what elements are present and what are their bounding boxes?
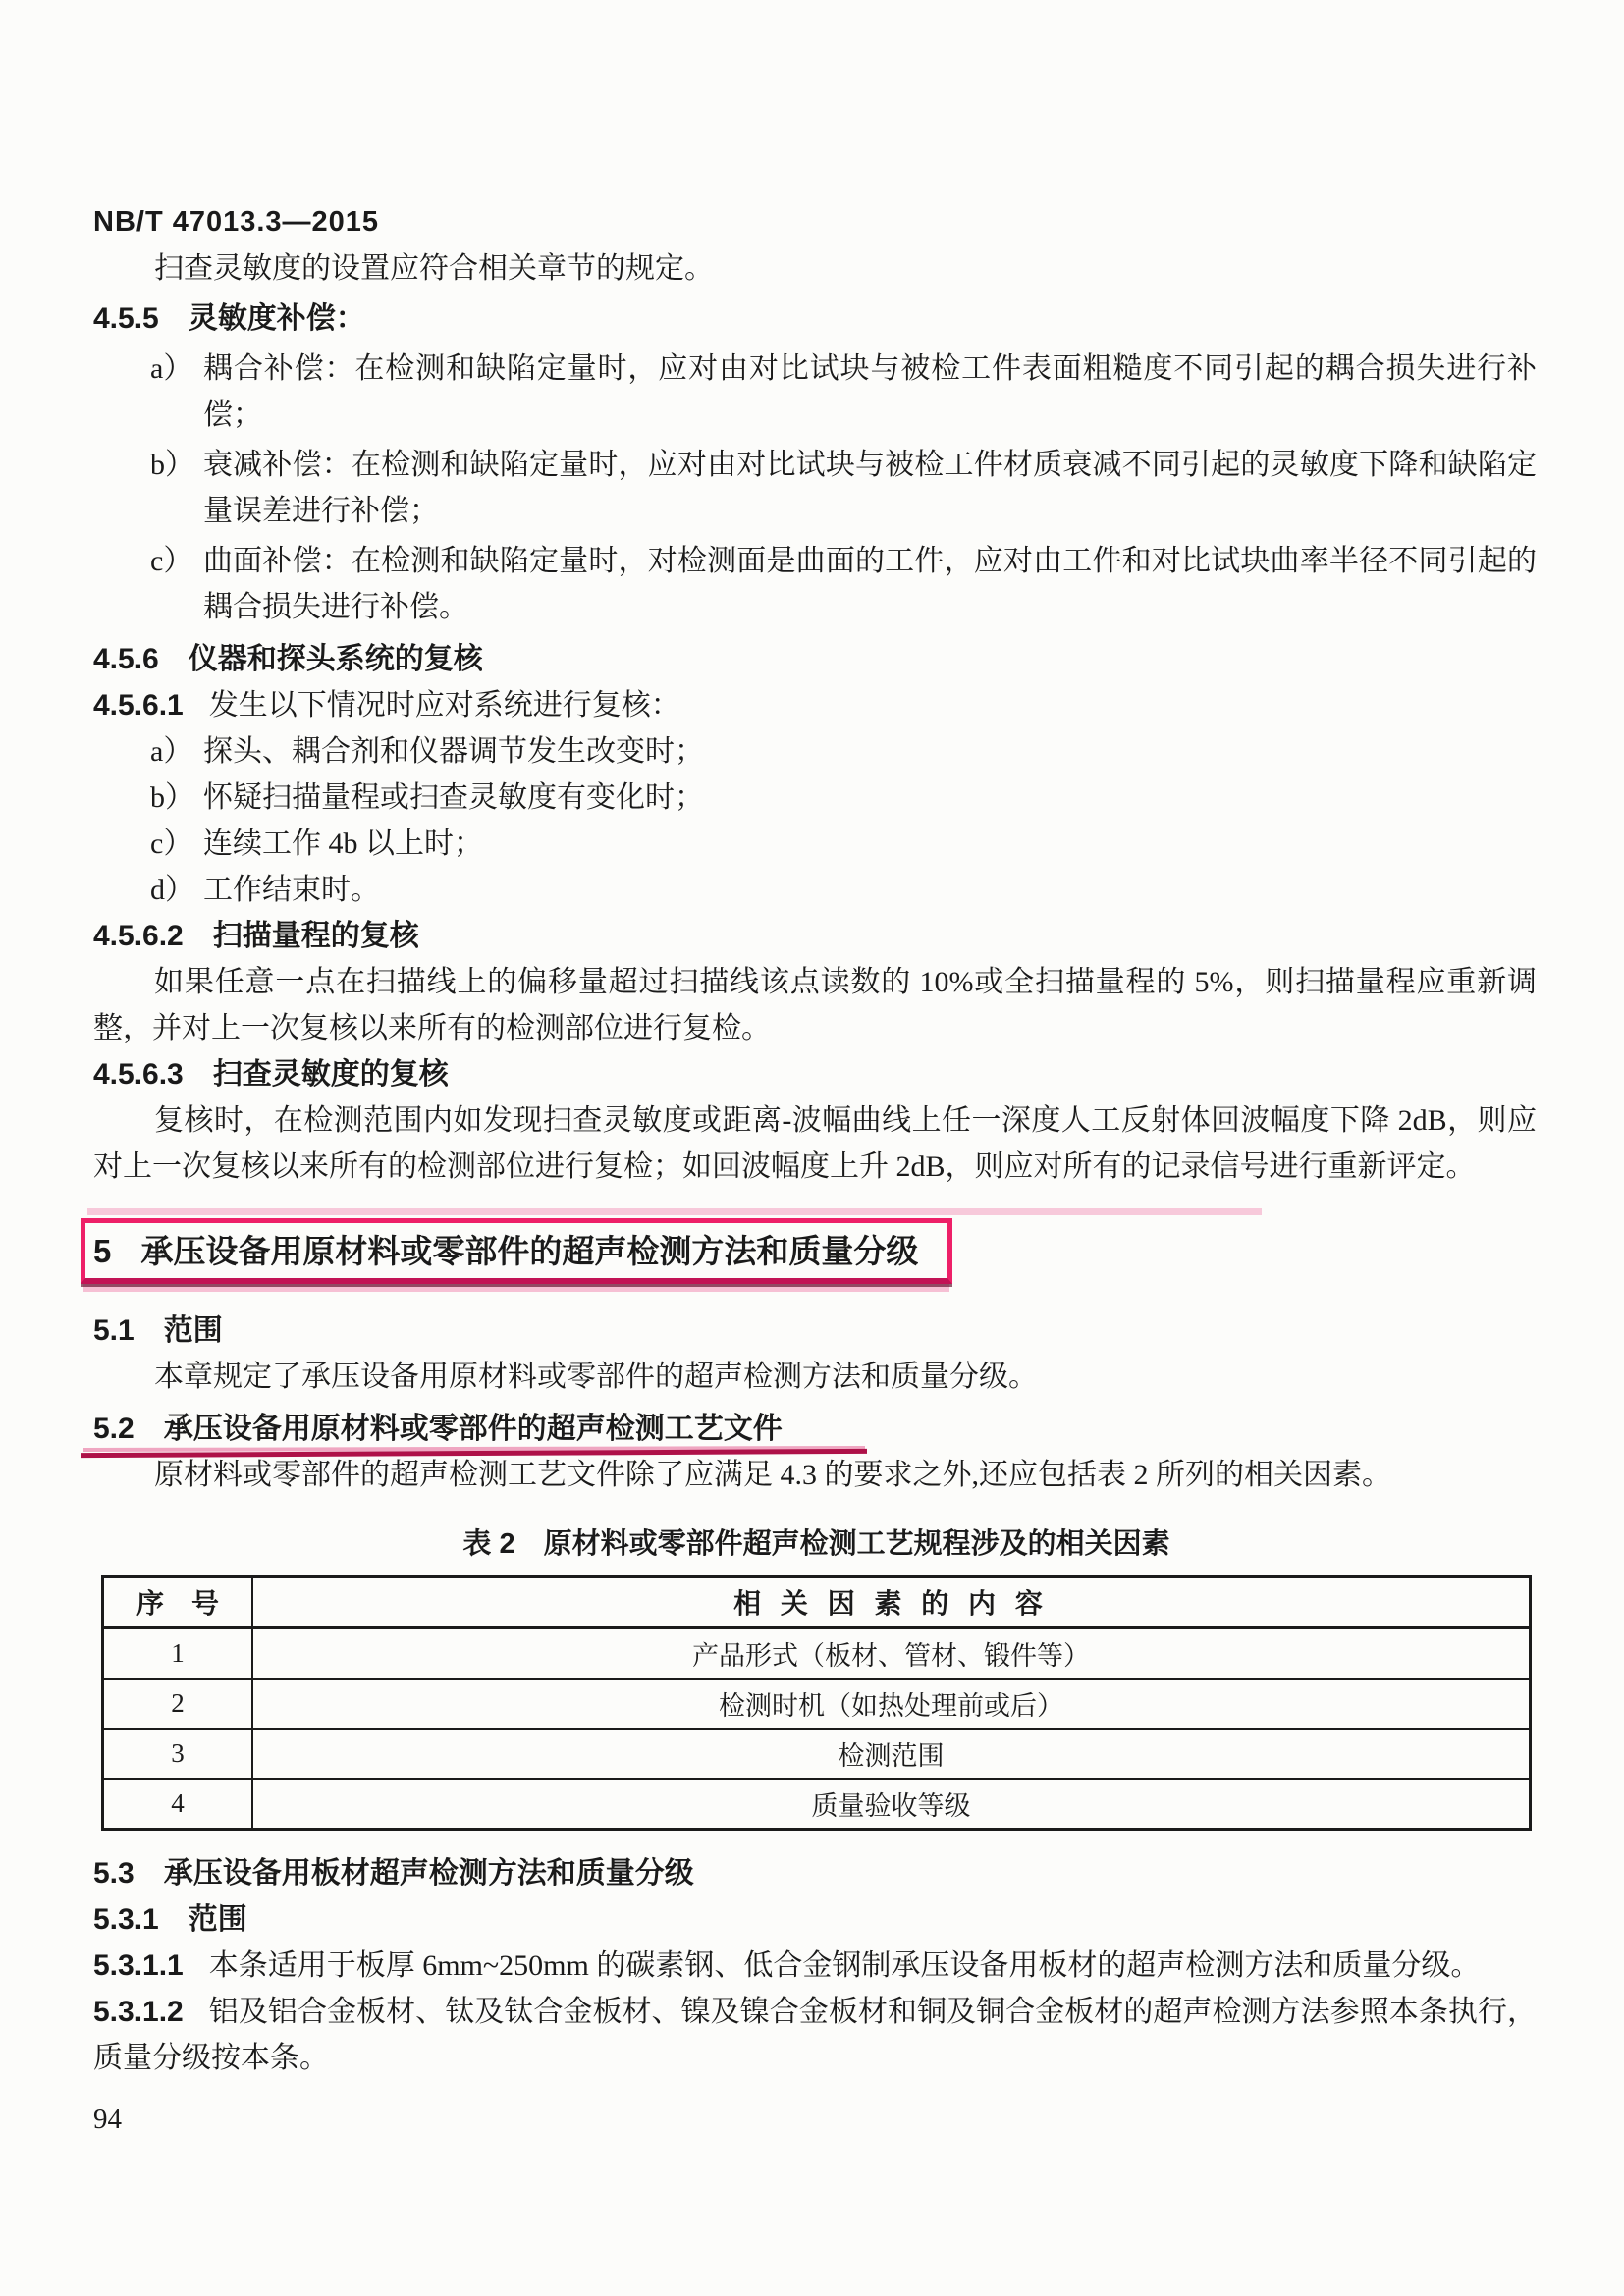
heading-5-1 [93, 1308, 1537, 1354]
heading-5-2-block [93, 1406, 1537, 1452]
list-marker: a） [150, 735, 193, 768]
table-2 [101, 1575, 1532, 1831]
table-2-caption: 表 2 原材料或零部件超声检测工艺规程涉及的相关因素 [462, 1528, 1170, 1560]
clause-title: 承压设备用板材超声检测方法和质量分级 [163, 1857, 694, 1890]
table-cell-seq: 3 [103, 1729, 253, 1779]
table-cell-seq: 1 [103, 1628, 253, 1679]
heading-5-3 [93, 1850, 1537, 1896]
clause-4-5-6-1 [93, 682, 1537, 728]
heading-4-5-5 [93, 295, 1537, 342]
heading-4-5-6-2 [93, 913, 1537, 959]
list-item-attenuation-compensation [93, 442, 1537, 534]
clause-number: 5.3.1.2 [93, 1996, 184, 2028]
clause-title: 承压设备用原材料或零部件的超声检测工艺文件 [163, 1413, 783, 1445]
red-highlight-box [81, 1218, 952, 1284]
table-cell-factor: 质量验收等级 [252, 1779, 1531, 1830]
clause-5-3-1-1 [93, 1943, 1537, 1989]
list-marker: b） [150, 781, 194, 814]
list-item-probe-change [93, 728, 1537, 774]
standard-number-header: NB/T 47013.3—2015 [93, 206, 380, 238]
list-item-text: 衰减补偿：在检测和缺陷定量时，应对由对比试块与被检工件材质衰减不同引起的灵敏度下降和缺陷定量误差进行补偿； [203, 449, 1537, 527]
pink-marker-smear [87, 1208, 1262, 1215]
list-item-work-end [93, 867, 1537, 913]
list-marker: d） [150, 874, 194, 906]
list-marker: a） [150, 352, 193, 385]
clause-number: 4.5.6 [93, 643, 159, 675]
clause-title: 承压设备用原材料或零部件的超声检测方法和质量分级 [140, 1233, 919, 1269]
clause-number: 4.5.5 [93, 302, 159, 335]
paragraph-scan-sensitivity: 扫查灵敏度的设置应符合相关章节的规定。 [154, 252, 714, 285]
clause-number: 5.2 [93, 1413, 135, 1445]
clause-title: 扫描量程的复核 [212, 920, 419, 952]
clause-text: 发生以下情况时应对系统进行复核： [208, 689, 680, 721]
list-marker: b） [150, 449, 194, 481]
table-cell-factor: 产品形式（板材、管材、锻件等） [252, 1628, 1531, 1679]
heading-5-3-1 [93, 1896, 1537, 1943]
paragraph-4-5-6-3: 复核时，在检测范围内如发现扫查灵敏度或距离-波幅曲线上任一深度人工反射体回波幅度下降 2dB，则应对上一次复核以来所有的检测部位进行复检；如回波幅度上升 2dB，则应对所有的记录信号进行重新评定。 [93, 1104, 1537, 1183]
page-number: 94 [93, 2104, 122, 2135]
clause-5-3-1-2 [93, 1989, 1537, 2081]
list-marker: c） [150, 828, 193, 860]
heading-4-5-6 [93, 636, 1537, 682]
page-content [93, 199, 1537, 2143]
clause-text: 本条适用于板厚 6mm~250mm 的碳素钢、低合金钢制承压设备用板材的超声检测方法和质量分级。 [208, 1949, 1481, 1982]
clause-number: 4.5.6.1 [93, 689, 184, 721]
heading-5-2 [93, 1406, 1537, 1452]
list-item-text: 耦合补偿：在检测和缺陷定量时，应对由对比试块与被检工件表面粗糙度不同引起的耦合损失进行补偿； [203, 352, 1537, 431]
paragraph-4-5-6-2: 如果任意一点在扫描线上的偏移量超过扫描线该点读数的 10%或全扫描量程的 5%，则扫描量程应重新调整，并对上一次复核以来所有的检测部位进行复检。 [93, 966, 1537, 1044]
clause-title: 扫查灵敏度的复核 [212, 1058, 449, 1091]
list-item-continuous-work [93, 821, 1537, 867]
list-marker: c） [150, 545, 193, 577]
table-cell-factor: 检测时机（如热处理前或后） [252, 1679, 1531, 1729]
table-header-seq: 序 号 [103, 1576, 253, 1628]
list-item-text: 怀疑扫描量程或扫查灵敏度有变化时； [203, 781, 704, 814]
list-item-text: 连续工作 4b 以上时； [203, 828, 483, 860]
table-header-row [103, 1576, 1531, 1628]
table-row [103, 1729, 1531, 1779]
clause-number: 5.3 [93, 1857, 135, 1890]
table-cell-factor: 检测范围 [252, 1729, 1531, 1779]
list-item-range-doubt [93, 774, 1537, 821]
list-item-coupling-compensation [93, 346, 1537, 438]
heading-4-5-6-3 [93, 1051, 1537, 1097]
table-row [103, 1628, 1531, 1679]
table-header-factors: 相 关 因 素 的 内 容 [252, 1576, 1531, 1628]
paragraph-5-1: 本章规定了承压设备用原材料或零部件的超声检测方法和质量分级。 [154, 1361, 1038, 1393]
clause-number: 5.3.1 [93, 1903, 159, 1936]
clause-title: 灵敏度补偿： [188, 302, 365, 335]
clause-number: 4.5.6.2 [93, 920, 184, 952]
clause-title: 范围 [163, 1314, 223, 1347]
list-item-text: 曲面补偿：在检测和缺陷定量时，对检测面是曲面的工件，应对由工件和对比试块曲率半径不同引起的耦合损失进行补偿。 [203, 545, 1537, 623]
table-row [103, 1779, 1531, 1830]
clause-text: 铝及铝合金板材、钛及钛合金板材、镍及镍合金板材和铜及铜合金板材的超声检测方法参照本条执行，质量分级按本条。 [93, 1996, 1537, 2074]
clause-number: 5 [93, 1233, 112, 1269]
paragraph-5-2: 原材料或零部件的超声检测工艺文件除了应满足 4.3 的要求之外,还应包括表 2 所列的相关因素。 [154, 1459, 1391, 1491]
clause-number: 5.3.1.1 [93, 1949, 184, 1982]
clause-title: 仪器和探头系统的复核 [188, 643, 483, 675]
clause-number: 5.1 [93, 1314, 135, 1347]
table-cell-seq: 4 [103, 1779, 253, 1830]
list-item-text: 探头、耦合剂和仪器调节发生改变时； [203, 735, 704, 768]
chapter-5-heading-block [93, 1225, 1537, 1278]
list-item-text: 工作结束时。 [203, 874, 380, 906]
table-cell-seq: 2 [103, 1679, 253, 1729]
clause-title: 范围 [188, 1903, 247, 1936]
list-item-curvature-compensation [93, 538, 1537, 630]
clause-number: 4.5.6.3 [93, 1058, 184, 1091]
table-row [103, 1679, 1531, 1729]
